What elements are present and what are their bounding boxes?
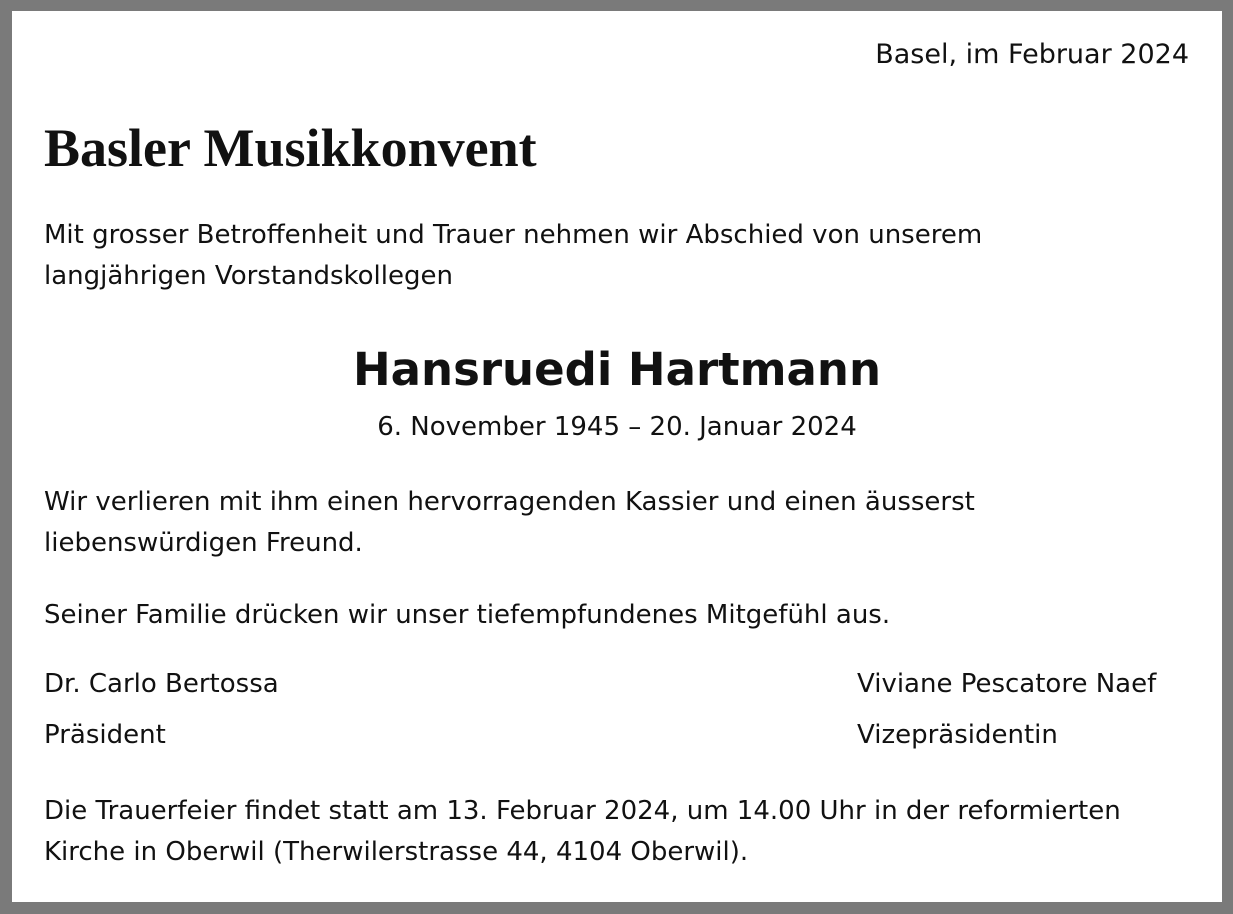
tribute-line: liebenswürdigen Freund.	[44, 528, 363, 558]
obituary-notice	[12, 11, 1222, 902]
funeral-paragraph	[44, 791, 1121, 873]
organization-title: Basler Musikkonvent	[44, 118, 537, 178]
intro-line: langjährigen Vorstandskollegen	[44, 261, 453, 291]
deceased-name: Hansruedi Hartmann	[353, 343, 881, 396]
signatory-role-president: Präsident	[44, 720, 166, 750]
signatory-name-president: Dr. Carlo Bertossa	[44, 669, 279, 699]
signatory-role-vice-president: Vizepräsidentin	[857, 720, 1058, 750]
tribute-paragraph	[44, 482, 975, 564]
place-date: Basel, im Februar 2024	[875, 39, 1189, 70]
intro-paragraph	[44, 215, 982, 297]
condolence-paragraph: Seiner Familie drücken wir unser tiefempfundenes Mitgefühl aus.	[44, 600, 891, 630]
life-dates: 6. November 1945 – 20. Januar 2024	[377, 412, 857, 442]
funeral-line: Kirche in Oberwil (Therwilerstrasse 44, 4104 Oberwil).	[44, 837, 749, 867]
funeral-line: Die Trauerfeier findet statt am 13. Februar 2024, um 14.00 Uhr in der reformierten	[44, 796, 1121, 826]
tribute-line: Wir verlieren mit ihm einen hervorragenden Kassier und einen äusserst	[44, 487, 975, 517]
intro-line: Mit grosser Betroffenheit und Trauer nehmen wir Abschied von unserem	[44, 220, 983, 250]
signatory-name-vice-president: Viviane Pescatore Naef	[857, 669, 1157, 699]
